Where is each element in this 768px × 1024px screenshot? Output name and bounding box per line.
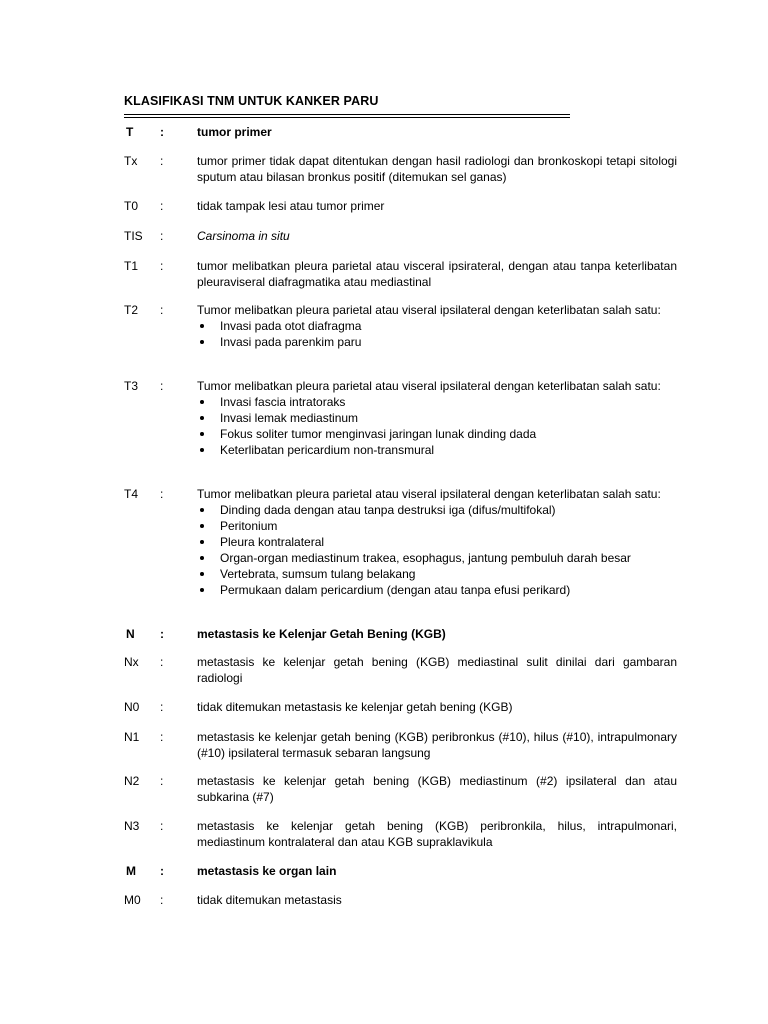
tnm-colon: : <box>160 819 164 833</box>
tnm-code: Tx <box>124 154 138 168</box>
section-title: metastasis ke Kelenjar Getah Bening (KGB) <box>197 627 446 641</box>
section-code: N <box>126 627 135 641</box>
bullet-item: Dinding dada dengan atau tanpa destruksi iga (difus/multifokal) <box>197 502 677 518</box>
section-code: T <box>126 125 134 139</box>
title-underline-top <box>124 114 570 115</box>
tnm-description: Tumor melibatkan pleura parietal atau viseral ipsilateral dengan keterlibatan salah satu: <box>197 379 661 393</box>
tnm-description: metastasis ke kelenjar getah bening (KGB) peribronkus (#10), hilus (#10), intrapulmonary (#10) ipsilateral termasuk sebaran langsung <box>197 730 677 760</box>
bullet-item: Invasi pada parenkim paru <box>197 334 677 350</box>
tnm-description: tidak tampak lesi atau tumor primer <box>197 199 385 213</box>
tnm-colon: : <box>160 730 164 744</box>
bullet-item: Vertebrata, sumsum tulang belakang <box>197 566 677 582</box>
tnm-description: Tumor melibatkan pleura parietal atau viseral ipsilateral dengan keterlibatan salah satu: <box>197 487 661 501</box>
tnm-colon: : <box>160 655 164 669</box>
bullet-item: Fokus soliter tumor menginvasi jaringan lunak dinding dada <box>197 426 677 442</box>
tnm-code: TIS <box>124 229 143 243</box>
tnm-code: N1 <box>124 730 140 744</box>
title-underline-bottom <box>124 117 570 118</box>
tnm-code: T4 <box>124 487 139 501</box>
tnm-description-block <box>197 302 677 350</box>
tnm-code: T2 <box>124 303 139 317</box>
tnm-colon: : <box>160 379 164 393</box>
tnm-description: metastasis ke kelenjar getah bening (KGB) mediastinal sulit dinilai dari gambaran radiologi <box>197 655 677 685</box>
tnm-colon: : <box>160 700 164 714</box>
tnm-colon: : <box>160 893 164 907</box>
tnm-colon: : <box>160 774 164 788</box>
tnm-description-block <box>197 378 677 458</box>
section-colon: : <box>160 125 164 139</box>
bullet-item: Keterlibatan pericardium non-transmural <box>197 442 677 458</box>
section-title: tumor primer <box>197 125 272 139</box>
tnm-colon: : <box>160 259 164 273</box>
section-colon: : <box>160 627 164 641</box>
section-code: M <box>126 864 136 878</box>
bullet-item: Pleura kontralateral <box>197 534 677 550</box>
tnm-description: tumor primer tidak dapat ditentukan dengan hasil radiologi dan bronkoskopi tetapi sitologi sputum atau bilasan bronkus positif (ditemukan sel ganas) <box>197 154 677 184</box>
tnm-colon: : <box>160 303 164 317</box>
bullet-item: Invasi fascia intratoraks <box>197 394 677 410</box>
section-colon: : <box>160 864 164 878</box>
bullet-item: Peritonium <box>197 518 677 534</box>
tnm-description: metastasis ke kelenjar getah bening (KGB) peribronkila, hilus, intrapulmonari, mediastinum kontralateral dan atau KGB supraklavikula <box>197 819 677 849</box>
tnm-description: tidak ditemukan metastasis <box>197 893 342 907</box>
bullet-list <box>197 394 677 458</box>
bullet-item: Invasi lemak mediastinum <box>197 410 677 426</box>
tnm-code: T1 <box>124 259 139 273</box>
tnm-description: metastasis ke kelenjar getah bening (KGB) mediastinum (#2) ipsilateral dan atau subkarina (#7) <box>197 774 677 804</box>
bullet-item: Organ-organ mediastinum trakea, esophagus, jantung pembuluh darah besar <box>197 550 677 566</box>
bullet-list <box>197 502 677 598</box>
document-title: KLASIFIKASI TNM UNTUK KANKER PARU <box>124 94 379 108</box>
section-title: metastasis ke organ lain <box>197 864 337 878</box>
tnm-description: tidak ditemukan metastasis ke kelenjar getah bening (KGB) <box>197 700 513 714</box>
tnm-code: T3 <box>124 379 139 393</box>
tnm-description: tumor melibatkan pleura parietal atau visceral ipsirateral, dengan atau tanpa keterlibatan pleuraviseral diafragmatika atau mediastinal <box>197 259 677 289</box>
tnm-code: N2 <box>124 774 140 788</box>
bullet-item: Permukaan dalam pericardium (dengan atau tanpa efusi perikard) <box>197 582 677 598</box>
bullet-item: Invasi pada otot diafragma <box>197 318 677 334</box>
tnm-colon: : <box>160 229 164 243</box>
tnm-colon: : <box>160 199 164 213</box>
tnm-code: N3 <box>124 819 140 833</box>
tnm-description: Tumor melibatkan pleura parietal atau viseral ipsilateral dengan keterlibatan salah satu: <box>197 303 661 317</box>
tnm-description-block <box>197 486 677 598</box>
tnm-colon: : <box>160 487 164 501</box>
tnm-colon: : <box>160 154 164 168</box>
tnm-code: Nx <box>124 655 139 669</box>
tnm-code: N0 <box>124 700 140 714</box>
tnm-description: Carsinoma in situ <box>197 229 290 243</box>
bullet-list <box>197 318 677 350</box>
tnm-code: T0 <box>124 199 139 213</box>
tnm-code: M0 <box>124 893 141 907</box>
